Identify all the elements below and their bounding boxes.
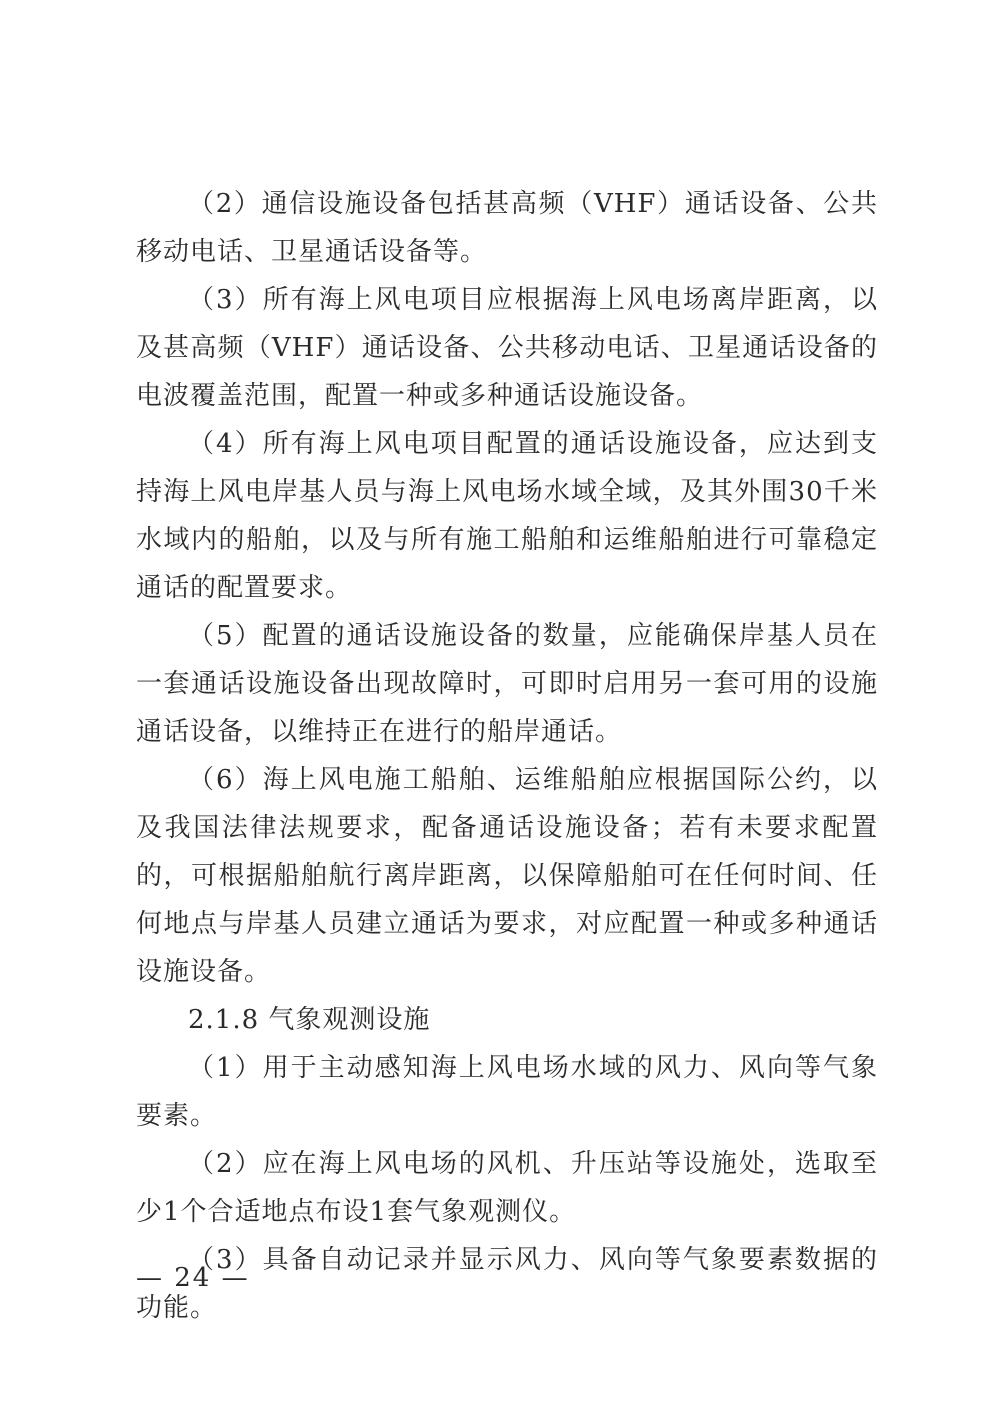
paragraph-item-6: （6）海上风电施工船舶、运维船舶应根据国际公约，以及我国法律法规要求，配备通话设施设备；若有未要求配置的，可根据船舶航行离岸距离，以保障船舶可在任何时间、任何地点与岸基人员建立通话为要求，对应配置一种或多种通话设施设备。 bbox=[136, 765, 878, 987]
paragraph-item-5: （5）配置的通话设施设备的数量，应能确保岸基人员在一套通话设施设备出现故障时，可即时启用另一套可用的设施通话设备，以维持正在进行的船岸通话。 bbox=[136, 621, 878, 747]
paragraph-item-2: （2）通信设施设备包括甚高频（VHF）通话设备、公共移动电话、卫星通话设备等。 bbox=[136, 189, 878, 267]
paragraph-item-4: （4）所有海上风电项目配置的通话设施设备，应达到支持海上风电岸基人员与海上风电场水域全域，及其外围30千米水域内的船舶，以及与所有施工船舶和运维船舶进行可靠稳定通话的配置要求。 bbox=[136, 429, 878, 603]
page-number: — 24 — bbox=[136, 1263, 250, 1293]
section-paragraph-3: （3）具备自动记录并显示风力、风向等气象要素数据的功能。 bbox=[136, 1245, 878, 1323]
section-heading: 2.1.8 气象观测设施 bbox=[188, 1005, 431, 1035]
document-body bbox=[136, 180, 878, 1332]
section-paragraph-2: （2）应在海上风电场的风机、升压站等设施处，选取至少1个合适地点布设1套气象观测仪。 bbox=[136, 1149, 878, 1227]
section-paragraph-1: （1）用于主动感知海上风电场水域的风力、风向等气象要素。 bbox=[136, 1053, 878, 1131]
paragraph-item-3: （3）所有海上风电项目应根据海上风电场离岸距离，以及甚高频（VHF）通话设备、公共移动电话、卫星通话设备的电波覆盖范围，配置一种或多种通话设施设备。 bbox=[136, 285, 878, 411]
